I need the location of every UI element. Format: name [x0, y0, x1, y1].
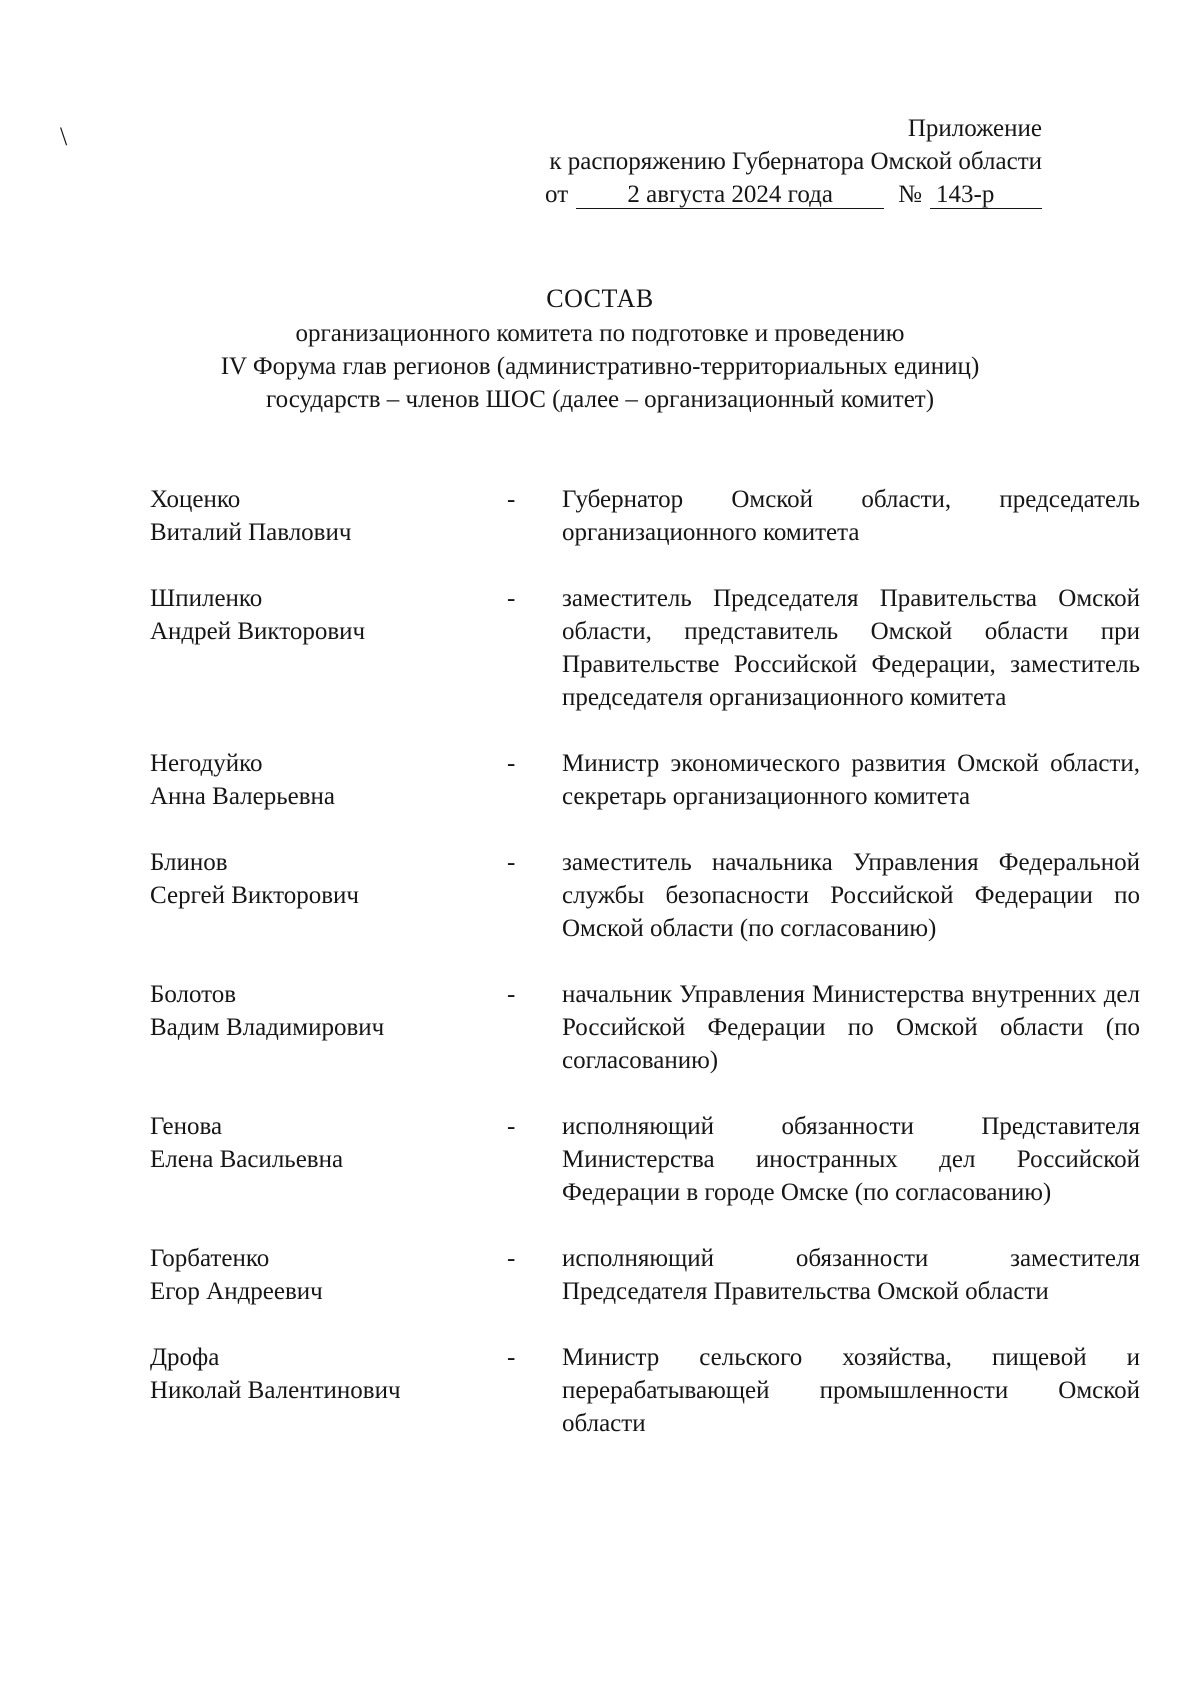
- member-surname: Дрофа: [150, 1344, 220, 1371]
- member-entry: [150, 846, 1140, 945]
- member-entry: [150, 483, 1140, 549]
- member-surname: Шпиленко: [150, 585, 263, 612]
- member-entry: [150, 1242, 1140, 1308]
- order-number: 143-р: [930, 181, 1042, 209]
- member-given-name: Сергей Викторович: [150, 882, 359, 909]
- member-surname: Горбатенко: [150, 1245, 270, 1272]
- title-line-3: государств – членов ШОС (далее – организационный комитет): [265, 386, 935, 413]
- member-given-name: Николай Валентинович: [150, 1377, 401, 1404]
- member-given-name: Виталий Павлович: [150, 519, 352, 546]
- members-list: [150, 483, 1140, 1440]
- member-dash: -: [507, 1245, 516, 1272]
- stray-mark: \: [60, 122, 68, 151]
- member-name: [150, 1242, 490, 1308]
- member-given-name: Анна Валерьевна: [150, 783, 335, 810]
- member-role: исполняющий обязанности Представителя Министерства иностранных дел Российской Федерации в городе Омске (по согласованию): [562, 1113, 1140, 1206]
- member-role: Министр экономического развития Омской области, секретарь организационного комитета: [562, 750, 1140, 810]
- member-name: [150, 1110, 490, 1176]
- member-dash: -: [507, 849, 516, 876]
- member-name: [150, 978, 490, 1044]
- appendix-header: [482, 112, 1042, 211]
- document-title: [0, 282, 1200, 416]
- member-given-name: Андрей Викторович: [150, 618, 366, 645]
- member-name: [150, 846, 490, 912]
- member-entry: [150, 1341, 1140, 1440]
- member-entry: [150, 978, 1140, 1077]
- member-dash: -: [507, 1113, 516, 1140]
- member-dash: -: [507, 486, 516, 513]
- member-given-name: Егор Андреевич: [150, 1278, 323, 1305]
- member-role: Министр сельского хозяйства, пищевой и перерабатывающей промышленности Омской области: [562, 1344, 1140, 1437]
- member-role: исполняющий обязанности заместителя Председателя Правительства Омской области: [562, 1245, 1140, 1305]
- member-role: заместитель начальника Управления Федеральной службы безопасности Российской Федерации по Омской области (по согласованию): [562, 849, 1140, 942]
- member-given-name: Вадим Владимирович: [150, 1014, 385, 1041]
- member-surname: Блинов: [150, 849, 228, 876]
- title-line-1: организационного комитета по подготовке и проведению: [295, 320, 905, 347]
- member-dash: -: [507, 1344, 516, 1371]
- date-prefix: от: [545, 181, 569, 208]
- member-dash: -: [507, 750, 516, 777]
- member-surname: Генова: [150, 1113, 223, 1140]
- member-entry: [150, 747, 1140, 813]
- number-sign: №: [898, 181, 922, 208]
- member-given-name: Елена Васильевна: [150, 1146, 344, 1173]
- member-name: [150, 483, 490, 549]
- title-heading: СОСТАВ: [546, 284, 654, 313]
- appendix-reference: к распоряжению Губернатора Омской области: [549, 148, 1042, 175]
- order-date: 2 августа 2024 года: [576, 181, 884, 209]
- title-line-2: IV Форума глав регионов (административно-территориальных единиц): [220, 353, 980, 380]
- member-entry: [150, 582, 1140, 714]
- member-role: начальник Управления Министерства внутренних дел Российской Федерации по Омской области (по согласованию): [562, 981, 1140, 1074]
- member-entry: [150, 1110, 1140, 1209]
- member-name: [150, 747, 490, 813]
- member-name: [150, 582, 490, 648]
- member-dash: -: [507, 981, 516, 1008]
- member-dash: -: [507, 585, 516, 612]
- member-surname: Негодуйко: [150, 750, 263, 777]
- member-surname: Хоценко: [150, 486, 241, 513]
- member-name: [150, 1341, 490, 1407]
- member-role: Губернатор Омской области, председатель организационного комитета: [562, 486, 1140, 546]
- member-surname: Болотов: [150, 981, 237, 1008]
- appendix-date-number: [482, 178, 1042, 211]
- member-role: заместитель Председателя Правительства Омской области, представитель Омской области при Правительстве Российской Федерации, заместитель председателя организационного комитета: [562, 585, 1140, 711]
- appendix-title: Приложение: [907, 115, 1042, 142]
